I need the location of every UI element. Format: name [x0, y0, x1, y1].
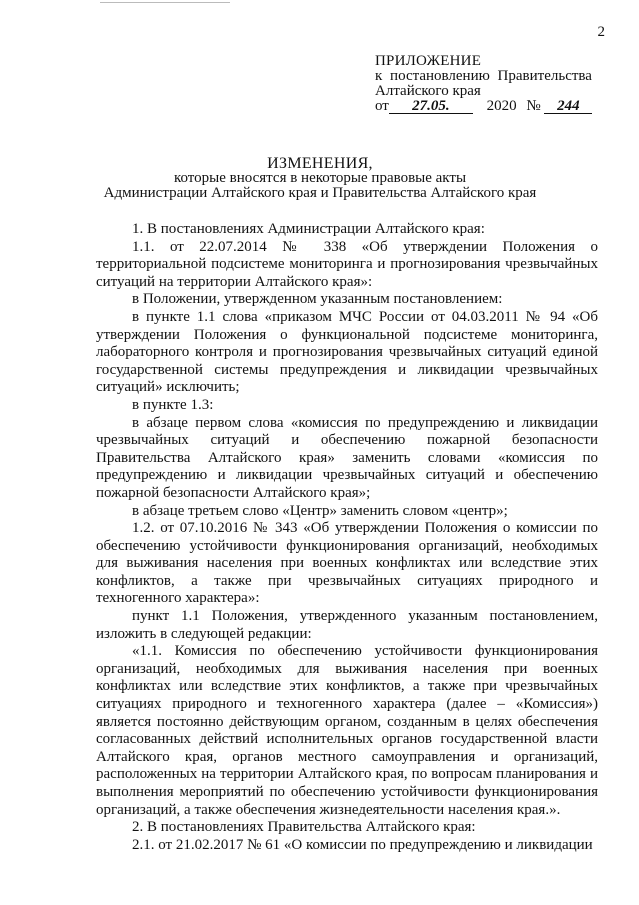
appendix-block [375, 54, 605, 114]
paragraph: пункт 1.1 Положения, утвержденного указанным постановлением, изложить в следующей редакции: [96, 608, 598, 642]
heading-line-1: которые вносятся в некоторые правовые акты [173, 170, 467, 186]
document-date: 27.05. [389, 99, 473, 114]
appendix-line-1: к постановлению Правительства [375, 68, 592, 84]
number-label: № [526, 98, 541, 114]
paragraph: «1.1. Комиссия по обеспечению устойчивости функционирования организаций, необходимых для выживания населения при военных конфликтах или вследствие этих конфликтов, а также при чрезвычайных ситуациях природного и техногенного характера (далее – «Комиссия») является постоянно действующим органом, созданным в целях обеспечения согласованных действий исполнительных органов государственной власти Алтайского края, органов местного самоуправления и организаций, расположенных на территории Алтайского края, по вопросам планирования и выполнения мероприятий по обеспечению устойчивости функционирования организаций, а также обеспечения жизнедеятельности населения края.». [96, 643, 598, 818]
appendix-line-2: Алтайского края [375, 83, 481, 99]
scan-top-rule [100, 2, 230, 3]
paragraph: в пункте 1.1 слова «приказом МЧС России от 04.03.2011 № 94 «Об утверждении Положения о функциональной подсистеме мониторинга, лабораторного контроля и прогнозирования чрезвычайных ситуаций единой государственной системы предупреждения и ликвидации чрезвычайных ситуаций» исключить; [96, 308, 598, 396]
document-number: 244 [544, 99, 592, 114]
paragraph: 1.2. от 07.10.2016 № 343 «Об утверждении Положения о комиссии по обеспечению устойчивости функционирования организаций, необходимых для выживания населения при военных конфликтах или вследствие этих конфликтов, а также при чрезвычайных ситуациях природного и техногенного характера»: [96, 520, 598, 607]
heading-title: ИЗМЕНЕНИЯ, [267, 155, 373, 172]
paragraph: в абзаце третьем слово «Центр» заменить словом «центр»; [132, 502, 508, 519]
appendix-date-line [375, 99, 605, 114]
document-body [96, 221, 598, 854]
document-year: 2020 [486, 98, 517, 114]
document-heading [90, 156, 550, 201]
paragraph: в Положении, утвержденном указанным постановлением: [132, 291, 503, 308]
paragraph: в пункте 1.3: [132, 396, 214, 413]
paragraph: в абзаце первом слова «комиссия по предупреждению и ликвидации чрезвычайных ситуаций и обеспечению пожарной безопасности Правительства Алтайского края» заменить словами «комиссия по предупреждению и ликвидации чрезвычайных ситуаций и обеспечению пожарной безопасности Алтайского края»; [96, 414, 598, 501]
paragraph: 1.1. от 22.07.2014 № 338 «Об утверждении Положения о территориальной подсистеме мониторинга и прогнозирования чрезвычайных ситуаций на территории Алтайского края»: [96, 238, 598, 290]
from-label: от [375, 98, 389, 114]
paragraph: 1. В постановлениях Администрации Алтайского края: [132, 221, 485, 237]
page-number: 2 [597, 24, 605, 40]
heading-line-2: Администрации Алтайского края и Правительства Алтайского края [103, 185, 537, 201]
paragraph: 2.1. от 21.02.2017 № 61 «О комиссии по предупреждению и ликвидации [132, 836, 593, 853]
appendix-title: ПРИЛОЖЕНИЕ [375, 53, 482, 69]
paragraph: 2. В постановлениях Правительства Алтайского края: [132, 819, 476, 836]
